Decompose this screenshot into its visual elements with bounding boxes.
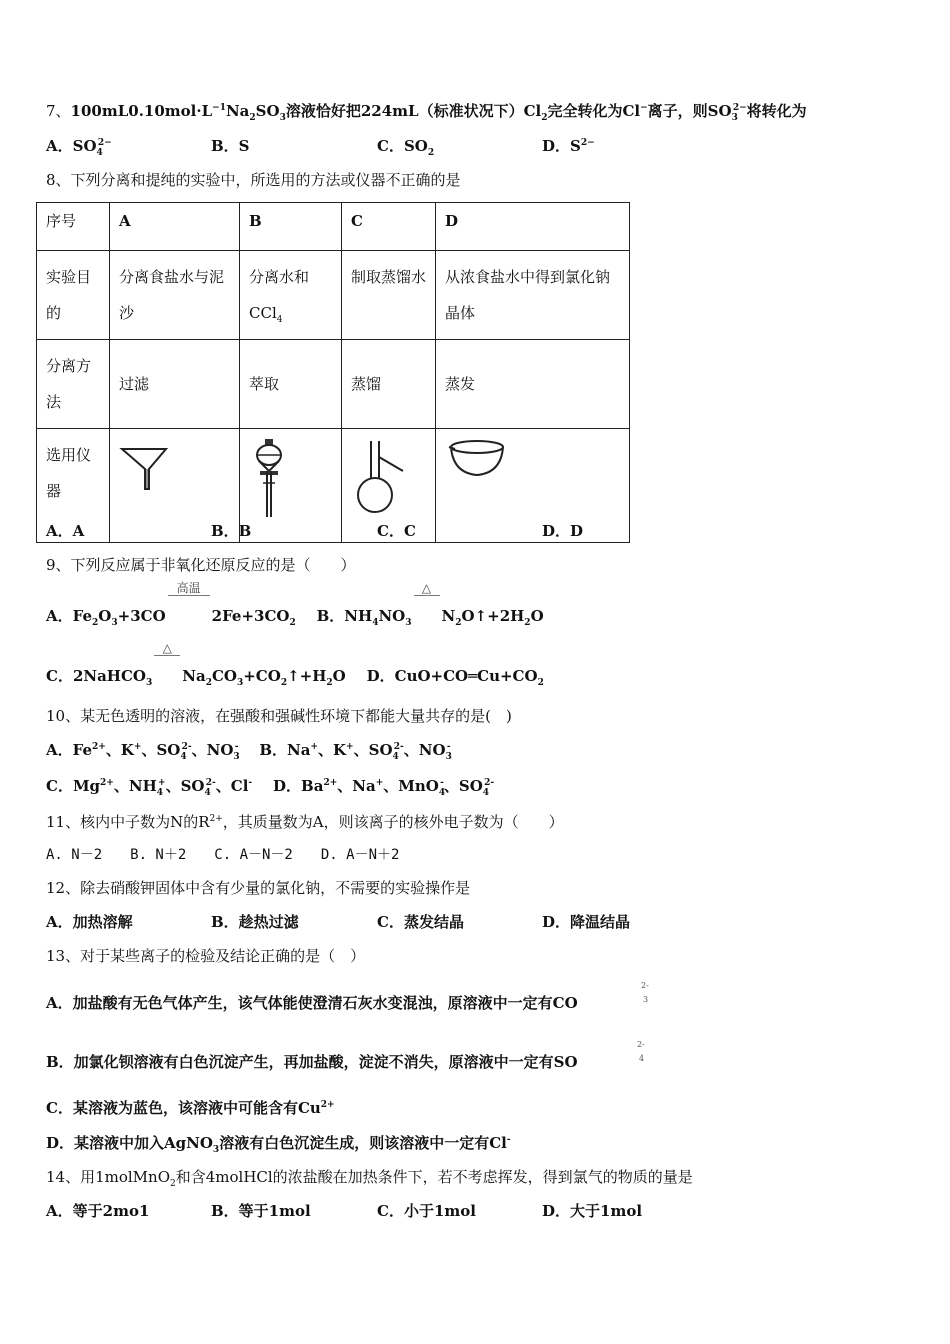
separatory-funnel-icon xyxy=(249,437,289,521)
q8-cell: 分离水和CCl$_4$ xyxy=(240,251,342,340)
q13-option-b[interactable]: B．加氯化钡溶液有白色沉淀产生，再加盐酸，淀淀不消失，原溶液中一定有SO xyxy=(46,1053,578,1071)
q7-option-d[interactable]: D．$S^{2-}$ xyxy=(542,137,595,155)
q7-stem: 7、$100mL0.10mol\cdot L^{-1}Na_2SO_3$溶液恰好把224mL（标准状况下）$Cl_2$完全转化为Cl−离子，则$SO_3^{2-}$将转化为 xyxy=(46,102,807,123)
q12-stem: 12、除去硝酸钾固体中含有少量的氯化钠，不需要的实验操作是 xyxy=(46,879,471,897)
q9-option-b[interactable]: B．$NH_4NO_3$ △ $N_2O↑+2H_2O$ xyxy=(316,581,544,628)
q9-option-c[interactable]: C．2NaHCO$_3$ △ $Na_2CO_3+CO_2↑+H_2O$ xyxy=(46,641,346,688)
q7-option-a[interactable]: A．$SO_4^{2-}$ xyxy=(46,137,112,158)
q12-option-b[interactable]: B．趁热过滤 xyxy=(211,913,299,931)
q10-stem: 10、某无色透明的溶液，在强酸和强碱性环境下都能大量共存的是( ) xyxy=(46,707,512,725)
q8-option-d[interactable]: D．D xyxy=(542,522,584,540)
q14-option-b[interactable]: B．等于1mol xyxy=(211,1202,311,1220)
q13-a-superscript: 2- xyxy=(641,981,649,990)
q7-options xyxy=(46,136,746,156)
q7-option-c[interactable]: C．$SO_2$ xyxy=(377,137,435,158)
q14-option-d[interactable]: D．大于1mol xyxy=(542,1202,643,1220)
q7-option-b[interactable]: B．S xyxy=(211,137,250,155)
reaction-condition-heat: △ xyxy=(152,661,182,681)
q8-header-cell: 序号 xyxy=(37,203,110,251)
q8-cell: 从浓食盐水中得到氯化钠晶体 xyxy=(436,251,630,340)
q13-b-subscript: 4 xyxy=(639,1054,645,1063)
q13-a-subscript: 3 xyxy=(643,995,649,1004)
q10-options-ab xyxy=(46,740,451,760)
q10-option-d[interactable]: D．$Ba^{2+}$、Na+、MnO$_4$-、$SO_4^{2-}$ xyxy=(273,777,495,798)
q9-option-d[interactable]: D．$CuO+CO═Cu+CO_2$ xyxy=(366,667,544,688)
q8-cell: 蒸发 xyxy=(436,340,630,429)
q12-options xyxy=(46,912,746,932)
distillation-flask-icon xyxy=(351,437,407,517)
q8-header-cell: D xyxy=(436,203,630,251)
q14-option-c[interactable]: C．小于1mol xyxy=(377,1202,476,1220)
q14-options xyxy=(46,1201,746,1221)
q12-option-d[interactable]: D．降温结晶 xyxy=(542,913,631,931)
q13-option-a[interactable]: A．加盐酸有无色气体产生，该气体能使澄清石灰水变混浊，原溶液中一定有CO xyxy=(46,994,578,1012)
q8-options xyxy=(46,521,746,541)
q12-option-a[interactable]: A．加热溶解 xyxy=(46,913,133,931)
q8-option-b[interactable]: B．B xyxy=(211,522,252,540)
reaction-condition-heat: △ xyxy=(412,601,442,621)
q9-option-a[interactable]: A．$Fe_2O_3+3CO$ 高温 $2Fe+3CO_2$ xyxy=(46,581,296,628)
q8-cell: 蒸馏 xyxy=(342,340,436,429)
q10-option-a[interactable]: A．$Fe^{2+}$、K+、$SO_4^{2-}$、$NO_3^-$ xyxy=(46,741,240,762)
q8-option-c[interactable]: C．C xyxy=(377,522,416,540)
q11-stem: 11、核内中子数为N的$R^{2+}$，其质量数为A，则该离子的核外电子数为（ ） xyxy=(46,813,564,831)
q13-option-c[interactable]: C．某溶液为蓝色，该溶液中可能含有$Cu^{2+}$ xyxy=(46,1099,335,1117)
q11-options[interactable]: A. N－2 B. N＋2 C. A－N－2 D. A－N＋2 xyxy=(46,847,400,863)
q8-cell: 分离食盐水与泥沙 xyxy=(110,251,240,340)
q8-row-label: 分离方法 xyxy=(37,340,110,429)
q8-header-cell: C xyxy=(342,203,436,251)
q8-cell: 萃取 xyxy=(240,340,342,429)
q8-cell: 制取蒸馏水 xyxy=(342,251,436,340)
reaction-condition-high-temp: 高温 xyxy=(166,601,212,621)
q8-row-label: 实验目的 xyxy=(37,251,110,340)
q8-table xyxy=(36,202,630,543)
q13-b-superscript: 2- xyxy=(637,1040,645,1049)
q13-stem: 13、对于某些离子的检验及结论正确的是（ ） xyxy=(46,947,366,965)
evaporating-dish-icon xyxy=(445,437,509,481)
q14-option-a[interactable]: A．等于2mo1 xyxy=(46,1202,150,1220)
q8-header-cell: A xyxy=(110,203,240,251)
q8-row-label: 选用仪器 xyxy=(37,429,110,543)
q9-stem: 9、下列反应属于非氧化还原反应的是（ ） xyxy=(46,556,356,574)
q13-option-d[interactable]: D．某溶液中加入AgNO$_3$溶液有白色沉淀生成，则该溶液中一定有Cl- xyxy=(46,1134,511,1155)
q14-stem: 14、用1molMnO$_2$和含4molHCl的浓盐酸在加热条件下，若不考虑挥发，得到氯气的物质的量是 xyxy=(46,1168,693,1189)
q10-option-b[interactable]: B．Na+、K+、$SO_4^{2-}$、$NO_3^-$ xyxy=(259,741,452,762)
q9-options-ab xyxy=(46,581,544,628)
q8-stem: 8、下列分离和提纯的实验中，所选用的方法或仪器不正确的是 xyxy=(46,171,461,189)
funnel-icon xyxy=(119,437,169,501)
q8-cell: 过滤 xyxy=(110,340,240,429)
q8-option-a[interactable]: A．A xyxy=(46,522,85,540)
q8-header-cell: B xyxy=(240,203,342,251)
q10-option-c[interactable]: C．$Mg^{2+}$、$NH_4^+$、$SO_4^{2-}$、Cl- xyxy=(46,777,253,798)
q10-options-cd xyxy=(46,776,494,796)
q12-option-c[interactable]: C．蒸发结晶 xyxy=(377,913,464,931)
q9-options-cd xyxy=(46,641,544,688)
